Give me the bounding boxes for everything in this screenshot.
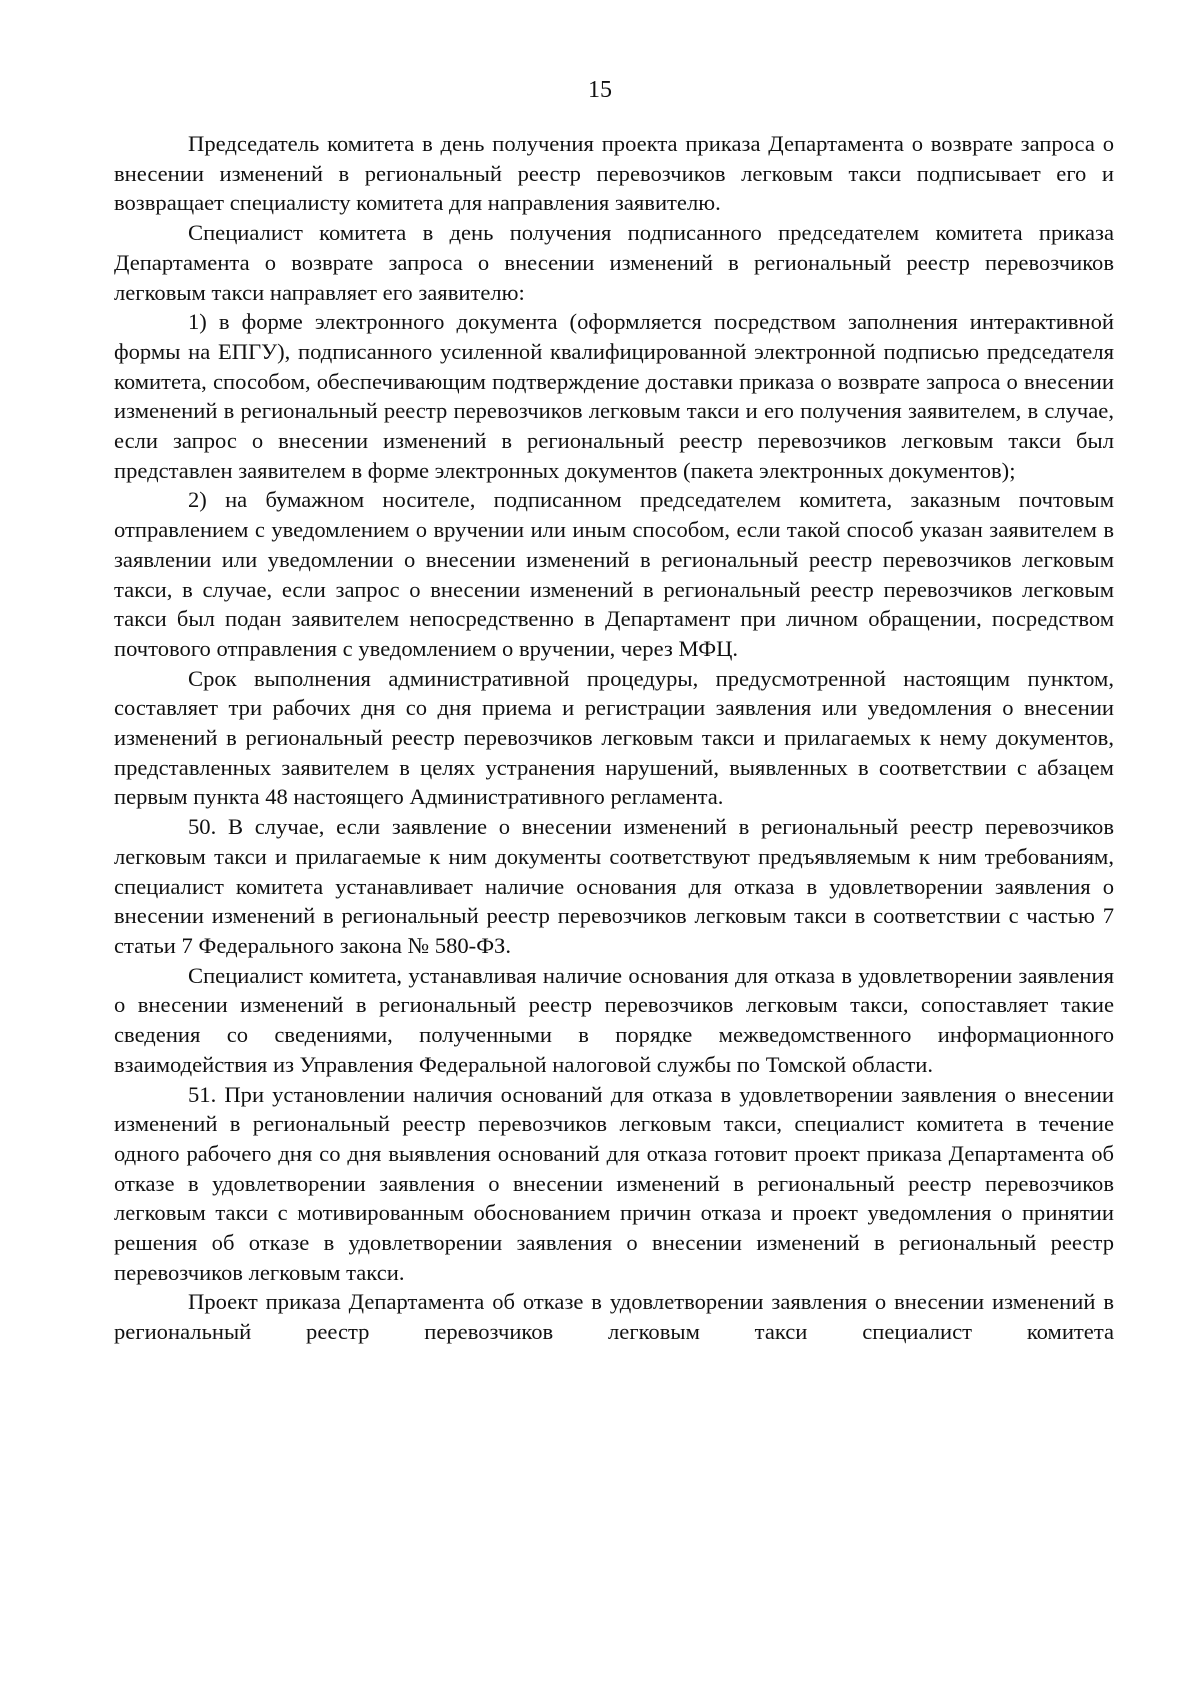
paragraph-item-1-electronic: 1) в форме электронного документа (оформляется посредством заполнения интерактивной формы на ЕПГУ), подписанного усиленной квалифицированной электронной подписью председателя комитета, способом, обеспечивающим подтверждение доставки приказа о возврате запроса о внесении изменений в региональный реестр перевозчиков легковым такси и его получения заявителем, в случае, если запрос о внесении изменений в региональный реестр перевозчиков легковым такси был представлен заявителем в форме электронных документов (пакета электронных документов); xyxy=(114,309,1114,483)
paragraph-draft-order: Проект приказа Департамента об отказе в удовлетворении заявления о внесении изменений в региональный реестр перевозчиков легковым такси специалист комитета xyxy=(114,1289,1114,1345)
document-body xyxy=(114,129,1114,1347)
paragraph-specialist-compares: Специалист комитета, устанавливая наличие основания для отказа в удовлетворении заявления о внесении изменений в региональный реестр перевозчиков легковым такси, сопоставляет такие сведения со сведениями, полученными в порядке межведомственного информационного взаимодействия из Управления Федеральной налоговой службы по Томской области. xyxy=(114,962,1114,1077)
paragraph-clause-51: 51. При установлении наличия оснований для отказа в удовлетворении заявления о внесении изменений в региональный реестр перевозчиков легковым такси, специалист комитета в течение одного рабочего дня со дня выявления оснований для отказа готовит проект приказа Департамента об отказе в удовлетворении заявления о внесении изменений в региональный реестр перевозчиков легковым такси с мотивированным обоснованием причин отказа и проект уведомления о принятии решения об отказе в удовлетворении заявления о внесении изменений в региональный реестр перевозчиков легковым такси. xyxy=(114,1081,1114,1285)
paragraph-chairman-signs: Председатель комитета в день получения проекта приказа Департамента о возврате запроса о внесении изменений в региональный реестр перевозчиков легковым такси подписывает его и возвращает специалисту комитета для направления заявителю. xyxy=(114,131,1114,216)
paragraph-deadline: Срок выполнения административной процедуры, предусмотренной настоящим пунктом, составляет три рабочих дня со дня приема и регистрации заявления или уведомления о внесении изменений в региональный реестр перевозчиков легковым такси и прилагаемых к нему документов, представленных заявителем в целях устранения нарушений, выявленных в соответствии с абзацем первым пункта 48 настоящего Административного регламента. xyxy=(114,665,1114,810)
page-number: 15 xyxy=(588,77,612,103)
paragraph-clause-50: 50. В случае, если заявление о внесении изменений в региональный реестр перевозчиков легковым такси и прилагаемые к ним документы соответствуют предъявляемым к ним требованиям, специалист комитета устанавливает наличие основания для отказа в удовлетворении заявления о внесении изменений в региональный реестр перевозчиков легковым такси в соответствии с частью 7 статьи 7 Федерального закона № 580-ФЗ. xyxy=(114,814,1114,958)
paragraph-specialist-sends: Специалист комитета в день получения подписанного председателем комитета приказа Департамента о возврате запроса о внесении изменений в региональный реестр перевозчиков легковым такси направляет его заявителю: xyxy=(114,220,1114,305)
paragraph-item-2-paper: 2) на бумажном носителе, подписанном председателем комитета, заказным почтовым отправлением с уведомлением о вручении или иным способом, если такой способ указан заявителем в заявлении или уведомлении о внесении изменений в региональный реестр перевозчиков легковым такси, в случае, если запрос о внесении изменений в региональный реестр перевозчиков легковым такси был подан заявителем непосредственно в Департамент при личном обращении, посредством почтового отправления с уведомлением о вручении, через МФЦ. xyxy=(114,487,1114,661)
